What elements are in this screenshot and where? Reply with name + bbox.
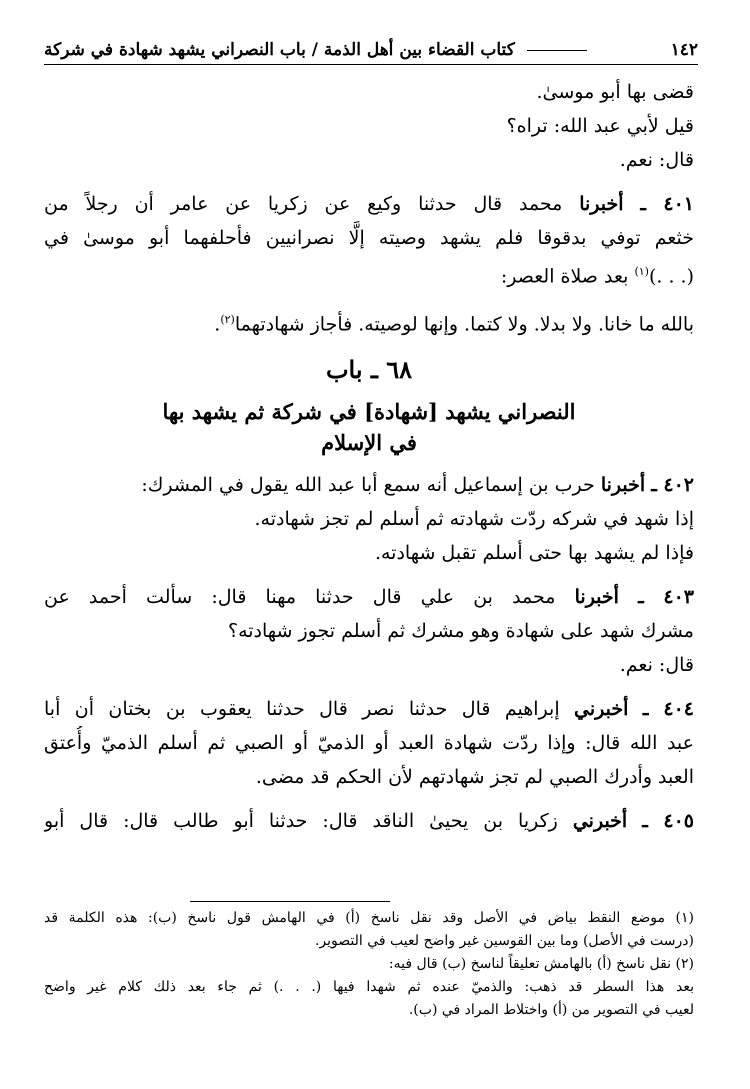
- text-line: قضى بها أبو موسىٰ.: [536, 81, 694, 103]
- chapter-number: ٦٨ ـ باب: [325, 354, 413, 384]
- footnote-line: (١) موضع النقط بياض في الأصل وقد نقل ناسخ (أ) في الهامش قول ناسخ (ب): هذه الكلمة قد: [44, 910, 694, 926]
- entry-keyword: أخبرني: [574, 697, 629, 720]
- footnote-line: (درست في الأصل) وما بين القوسين غير واضح لعيب في التصوير.: [314, 933, 694, 949]
- header-separator: /: [311, 40, 318, 60]
- text-line: [44, 255, 694, 293]
- text-span: زكريا بن يحيىٰ الناقد قال: حدثنا أبو طالب قال: قال أبو: [44, 809, 558, 832]
- text-line: فإذا لم يشهد بها حتى أسلم تقبل شهادته.: [374, 541, 694, 564]
- text-line: عبد الله قال: وإذا ردّت شهادة العبد أو الذميّ أو الصبي ثم أسلم الذميّ وأُعتق: [44, 731, 694, 754]
- footnote-ref: (٢): [220, 313, 235, 327]
- page-number: ١٤٢: [670, 40, 698, 60]
- chapter-title-line2: في الإسلام: [321, 429, 417, 455]
- footnote-rule: [190, 901, 390, 902]
- entry-keyword: أخبرني: [572, 809, 628, 832]
- text-span: محمد بن علي قال حدثنا مهنا قال: سألت أحمد عن: [44, 585, 556, 608]
- text-span: .: [214, 313, 221, 336]
- running-header: [44, 40, 698, 65]
- paragraph-401: [44, 187, 694, 342]
- page-content: [44, 40, 698, 838]
- header-titles: [44, 40, 593, 60]
- text-span: حرب بن إسماعيل أنه سمع أبا عبد الله يقول في المشرك:: [141, 473, 595, 496]
- entry-keyword: أخبرنا: [574, 585, 619, 608]
- paragraph-405: [44, 804, 694, 838]
- text-line: قال: نعم.: [619, 653, 694, 676]
- footnote-line: بعد هذا السطر قد ذهب: والذميّ عنده ثم شهدا فيها (. . .) ثم جاء بعد ذلك كلام غير واضح: [44, 979, 694, 995]
- paragraph-402: [44, 468, 694, 570]
- entry-keyword: أخبرنا: [600, 473, 646, 496]
- text-line: إذا شهد في شركه ردّت شهادته ثم أسلم لم تجز شهادته.: [254, 507, 694, 530]
- book-title: كتاب القضاء بين أهل الذمة: [323, 40, 515, 60]
- text-line: [44, 804, 694, 838]
- text-line: [44, 692, 694, 726]
- entry-keyword: أخبرنا: [579, 193, 624, 215]
- text-line: [44, 303, 694, 341]
- text-line: العبد وأدرك الصبي لم تجز شهادتهم لأن الحكم قد مضى.: [255, 765, 694, 788]
- header-dash: [527, 50, 587, 51]
- text-line: خثعم توفي بدقوقا فلم يشهد وصيته إلَّا نصرانيين فأحلفهما أبو موسىٰ في: [44, 227, 694, 249]
- entry-number: ٤٠٥ ـ: [642, 809, 694, 832]
- text-span: إبراهيم قال حدثنا نصر قال حدثنا يعقوب بن بختان أن أبا: [44, 697, 560, 720]
- text-line: قيل لأبي عبد الله: تراه؟: [506, 115, 694, 137]
- chapter-title-line1: النصراني يشهد [شهادة] في شركة ثم يشهد بها: [162, 398, 576, 424]
- text-span: بعد صلاة العصر:: [500, 265, 629, 288]
- text-line: [44, 187, 694, 221]
- text-span: بالله ما خانا. ولا بدلا. ولا كتما. وإنها لوصيته. فأجاز شهادتهما: [234, 313, 694, 336]
- entry-number: ٤٠١ ـ: [640, 193, 694, 215]
- footnote-ref: (١): [634, 265, 649, 278]
- paragraph-404: [44, 692, 694, 794]
- paragraph-403: [44, 580, 694, 682]
- footnotes: [44, 907, 694, 1022]
- text-line: [44, 468, 694, 502]
- entry-number: ٤٠٣ ـ: [638, 585, 694, 608]
- chapter-running-title: باب النصراني يشهد شهادة في شركة: [44, 40, 306, 60]
- text-line: قال: نعم.: [619, 149, 694, 171]
- text-span: محمد قال حدثنا وكيع عن زكريا عن عامر أن رجلاً من: [44, 193, 563, 215]
- entry-number: ٤٠٤ ـ: [642, 697, 694, 720]
- text-span: (. . .): [648, 265, 694, 288]
- text-line: [44, 580, 694, 614]
- entry-number: ٤٠٢ ـ: [651, 473, 694, 496]
- text-line: مشرك شهد على شهادة وهو مشرك ثم أسلم تجوز شهادته؟: [227, 619, 694, 642]
- footnote-line: لعيب في التصوير من (أ) واختلاط المراد في (ب).: [408, 1002, 694, 1018]
- footnote-line: (٢) نقل ناسخ (أ) بالهامش تعليقاً لناسخ (ب) قال فيه:: [388, 956, 694, 972]
